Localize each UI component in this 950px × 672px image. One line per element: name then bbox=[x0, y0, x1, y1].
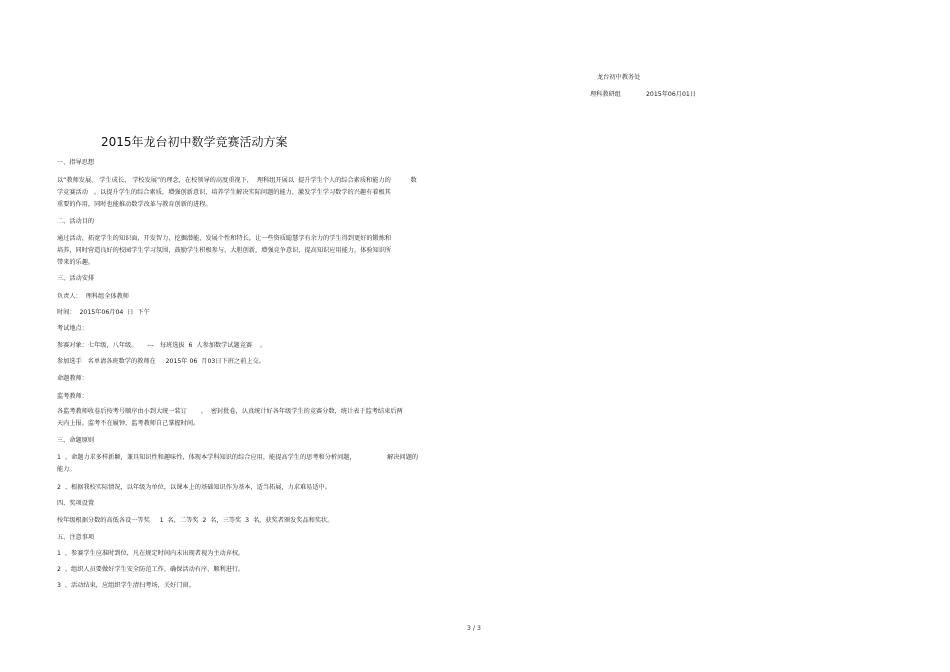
body-line: 1 、命题力求多样新颖，兼具知识性和趣味性，体现本学科知识的综合应用，能提高学生的思考和分析问题， 解决问题的 bbox=[57, 454, 419, 461]
body-line: 参加选手 名单请各班数学的教师在 2015年 06 月03日下班之前上交。 bbox=[57, 358, 265, 365]
header-office: 龙台初中教务处 bbox=[597, 74, 641, 81]
body-line: 学竞赛活动 。以提升学生的综合素质，增强创新意识，培养学生解决实际问题的能力，激发学生学习数学的兴趣有着极其 bbox=[57, 189, 391, 196]
body-line: 监考教师： bbox=[57, 393, 88, 400]
body-line: 重要的作用，同时也能推动数学改革与教育创新的进程。 bbox=[57, 201, 212, 208]
body-line: 按年级根据分数的高低各设一等奖 1 名，二等奖 2 名，三等奖 3 名，获奖者颁发奖品和奖状。 bbox=[57, 517, 334, 524]
body-line: 2 、根据我校实际情况，以年级为单位，以课本上的基础知识作为基本，适当拓展，力求难易适中。 bbox=[57, 484, 331, 491]
body-line: 一、指导思想 bbox=[57, 159, 95, 166]
body-line: 带来的乐趣。 bbox=[57, 259, 95, 266]
body-line: 培养，同时营造良好的校园学生学习氛围，鼓励学生积极参与、大胆创新，增强竞争意识，提高知识应用能力，体验知识所 bbox=[57, 247, 392, 254]
body-line: 负责人： 理科组全体教师 bbox=[57, 293, 129, 300]
document-title: 2015年龙台初中数学竞赛活动方案 bbox=[101, 135, 288, 149]
body-line: 1 、参赛学生应准时到位，凡在规定时间内未出现者视为主动弃权。 bbox=[57, 550, 245, 557]
body-line: 考试地点： bbox=[57, 325, 88, 332]
body-line: 各监考教师收卷后按考号顺序由小到大统一装订 。 密封批卷，认真统计好各年级学生的竞赛分数，统计表于监考结束后两 bbox=[57, 408, 403, 415]
body-line: 时间： 2015年06月04 日 下午 bbox=[57, 309, 150, 316]
body-line: 2 、组织人员要做好学生安全防范工作，确保活动有序、顺利进行。 bbox=[57, 566, 245, 573]
header-date: 2015年06月01日 bbox=[646, 91, 697, 98]
body-line: 五、注意事项 bbox=[57, 534, 95, 541]
body-line: 四、奖项设置 bbox=[57, 500, 95, 507]
body-line: 通过活动，拓宽学生的知识面，开发智力，挖掘潜能，发展个性和特长，让一些资质聪慧学有余力的学生得到更好的锻炼和 bbox=[57, 235, 392, 242]
page-number: 3 / 3 bbox=[467, 625, 481, 632]
body-line: 三、命题原则 bbox=[57, 437, 95, 444]
body-line: 二、活动目的 bbox=[57, 218, 95, 225]
body-line: 能力。 bbox=[57, 466, 76, 473]
body-line: 参赛对象：七年级，八年级。 --- 每班选拔 6 人参加数学试题竞赛 。 bbox=[57, 342, 267, 349]
body-line: 三、活动安排 bbox=[57, 275, 95, 282]
body-line: 命题教师： bbox=[57, 375, 88, 382]
body-line: 天内上报。监考不在履钟，监考教师自己掌握时间。 bbox=[57, 420, 200, 427]
body-line: 3 、活动结束，应组织学生清扫考场，关好门窗。 bbox=[57, 582, 195, 589]
header-group: 理科教研组 bbox=[590, 91, 621, 98]
body-line: 以“教师发展、 学生成长、 学校发展”的理念，在校领导的高度重视下， 理科组开展以 提升学生个人的综合素质和能力的 数 bbox=[57, 177, 417, 184]
